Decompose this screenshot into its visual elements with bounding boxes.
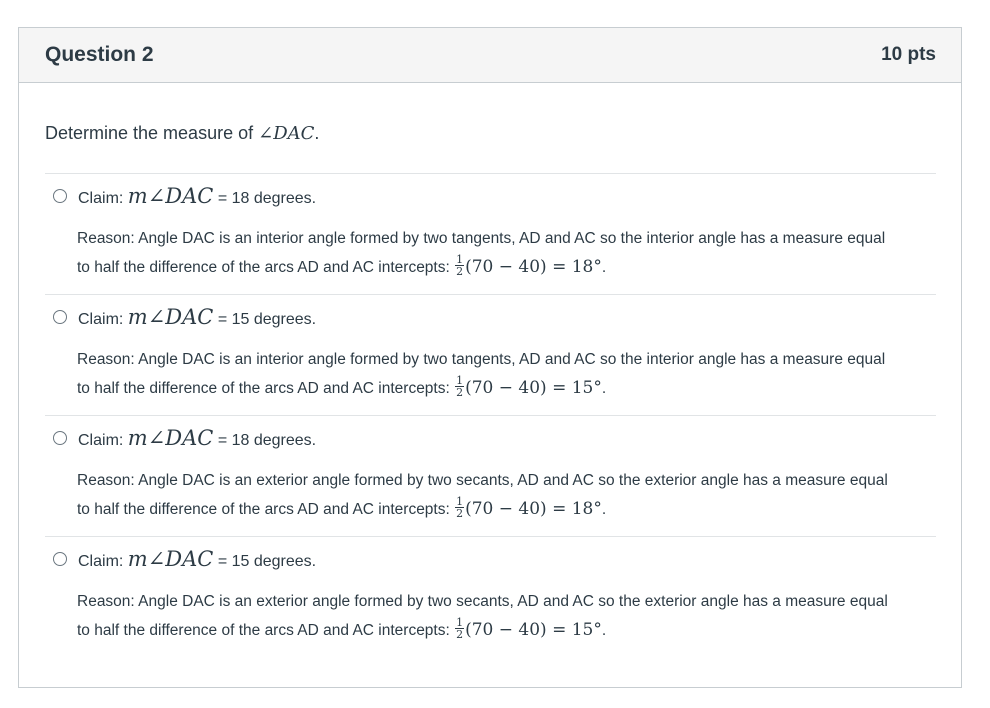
reason-expression: (70 − 40) = 18° bbox=[465, 499, 602, 519]
answer-list bbox=[45, 173, 936, 658]
fraction-denominator: 2 bbox=[456, 386, 464, 400]
claim-text bbox=[78, 184, 316, 208]
answer-option-3[interactable] bbox=[45, 416, 936, 537]
claim-row bbox=[45, 426, 936, 450]
radio-button-4[interactable] bbox=[53, 552, 67, 566]
question-header bbox=[19, 28, 961, 83]
reason-text bbox=[77, 467, 897, 524]
answer-option-2[interactable] bbox=[45, 295, 936, 416]
claim-math: m∠DAC bbox=[127, 184, 214, 208]
claim-math: m∠DAC bbox=[127, 547, 214, 571]
reason-end: . bbox=[601, 622, 607, 639]
claim-text bbox=[78, 305, 316, 329]
fraction-half bbox=[455, 617, 464, 640]
claim-math: m∠DAC bbox=[127, 426, 214, 450]
claim-prefix: Claim: bbox=[78, 311, 128, 328]
claim-prefix: Claim: bbox=[78, 432, 128, 449]
claim-row bbox=[45, 305, 936, 329]
prompt-math: ∠DAC bbox=[258, 123, 315, 144]
claim-prefix: Claim: bbox=[78, 553, 128, 570]
fraction-denominator: 2 bbox=[456, 628, 464, 642]
question-body bbox=[19, 83, 961, 658]
reason-body: Reason: Angle DAC is an interior angle formed by two tangents, AD and AC so the interior angle has a measure equal to half the difference of the arcs AD and AC intercepts: bbox=[77, 230, 886, 276]
fraction-numerator: 1 bbox=[456, 374, 464, 388]
claim-row bbox=[45, 184, 936, 208]
reason-expression: (70 − 40) = 15° bbox=[465, 378, 602, 398]
reason-text bbox=[77, 225, 897, 282]
claim-text bbox=[78, 426, 316, 450]
question-prompt bbox=[45, 121, 936, 146]
reason-end: . bbox=[601, 259, 607, 276]
claim-row bbox=[45, 547, 936, 571]
reason-expression: (70 − 40) = 15° bbox=[465, 620, 602, 640]
reason-text bbox=[77, 588, 897, 645]
claim-suffix: = 15 degrees. bbox=[213, 311, 317, 328]
reason-expression: (70 − 40) = 18° bbox=[465, 257, 602, 277]
fraction-numerator: 1 bbox=[456, 616, 464, 630]
fraction-half bbox=[455, 375, 464, 398]
claim-prefix: Claim: bbox=[78, 190, 128, 207]
claim-suffix: = 18 degrees. bbox=[213, 190, 317, 207]
answer-option-1[interactable] bbox=[45, 174, 936, 295]
reason-end: . bbox=[601, 501, 607, 518]
reason-body: Reason: Angle DAC is an interior angle formed by two tangents, AD and AC so the interior angle has a measure equal to half the difference of the arcs AD and AC intercepts: bbox=[77, 351, 886, 397]
reason-text bbox=[77, 346, 897, 403]
question-card bbox=[18, 27, 962, 688]
reason-end: . bbox=[601, 380, 607, 397]
radio-button-3[interactable] bbox=[53, 431, 67, 445]
radio-button-2[interactable] bbox=[53, 310, 67, 324]
fraction-numerator: 1 bbox=[456, 495, 464, 509]
answer-option-4[interactable] bbox=[45, 537, 936, 658]
question-points: 10 pts bbox=[881, 44, 936, 65]
claim-suffix: = 18 degrees. bbox=[213, 432, 317, 449]
fraction-numerator: 1 bbox=[456, 253, 464, 267]
claim-math: m∠DAC bbox=[127, 305, 214, 329]
prompt-text: Determine the measure of bbox=[45, 123, 259, 143]
prompt-end: . bbox=[314, 123, 320, 143]
fraction-denominator: 2 bbox=[456, 507, 464, 521]
reason-body: Reason: Angle DAC is an exterior angle formed by two secants, AD and AC so the exterior angle has a measure equal to half the difference of the arcs AD and AC intercepts: bbox=[77, 472, 888, 518]
claim-suffix: = 15 degrees. bbox=[213, 553, 317, 570]
claim-text bbox=[78, 547, 316, 571]
question-title: Question 2 bbox=[45, 43, 154, 66]
fraction-half bbox=[455, 254, 464, 277]
fraction-denominator: 2 bbox=[456, 265, 464, 279]
fraction-half bbox=[455, 496, 464, 519]
radio-button-1[interactable] bbox=[53, 189, 67, 203]
reason-body: Reason: Angle DAC is an exterior angle formed by two secants, AD and AC so the exterior angle has a measure equal to half the difference of the arcs AD and AC intercepts: bbox=[77, 593, 888, 639]
